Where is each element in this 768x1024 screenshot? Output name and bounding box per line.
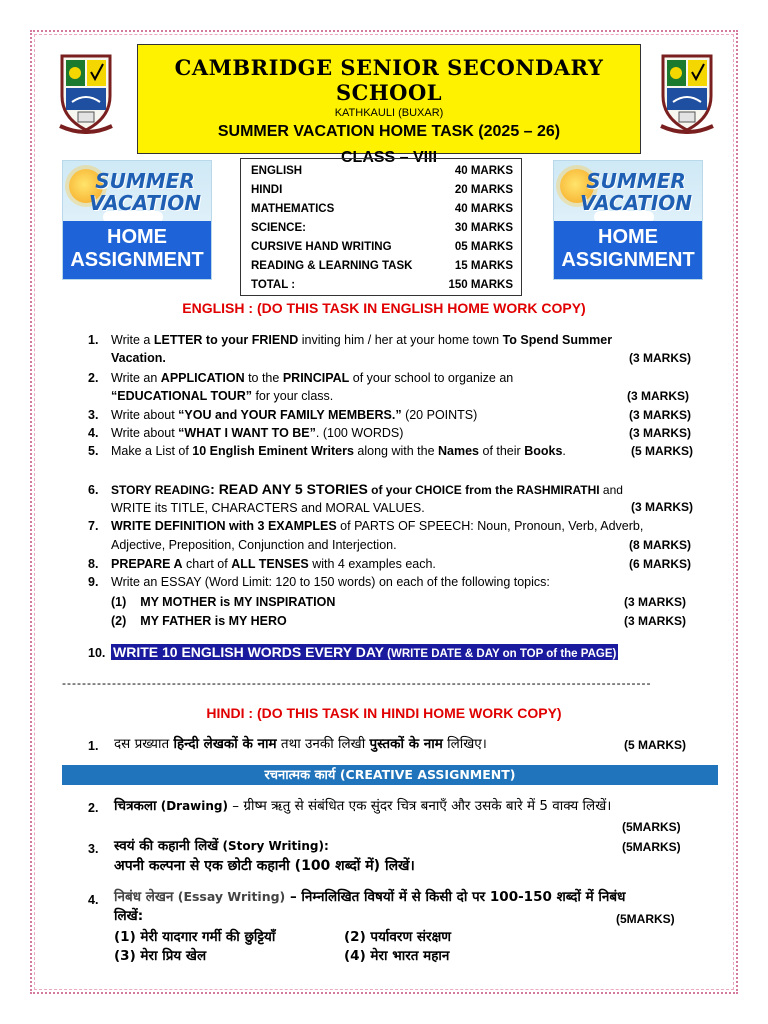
subject: READING & LEARNING TASK <box>251 260 413 272</box>
marks: 20 MARKS <box>454 184 513 196</box>
item-number: 8. <box>88 557 99 571</box>
essay-topic-3: (3) मेरा प्रिय खेल <box>114 948 207 964</box>
hindi-item-4: निबंध लेखन (Essay Writing) – निम्नलिखित विषयों में से किसी दो पर 100-150 शब्दों में निबंध <box>114 889 626 905</box>
marks-row <box>251 241 513 259</box>
banner-line3: HOME <box>107 226 167 248</box>
item-number: 2. <box>88 371 99 385</box>
hindi-section-title: HINDI : (DO THIS TASK IN HINDI HOME WORK COPY) <box>206 705 562 721</box>
task-title: SUMMER VACATION HOME TASK (2025 – 26) <box>217 123 561 140</box>
english-item-3: Write about “YOU and YOUR FAMILY MEMBERS.” (20 POINTS) <box>111 408 478 422</box>
item-marks: (3 MARKS) <box>629 408 691 422</box>
marks-row <box>251 184 513 202</box>
essay-topic-1: (1) मेरी यादगार गर्मी की छुट्टियाँ <box>114 929 276 945</box>
marks: 40 MARKS <box>454 203 513 215</box>
item-marks: (3 MARKS) <box>627 389 689 403</box>
item-number: 7. <box>88 519 99 533</box>
school-crest-left <box>58 52 114 134</box>
hindi-item-3: स्वयं की कहानी लिखें (Story Writing): <box>114 838 329 854</box>
item-marks: (5 MARKS) <box>631 444 693 458</box>
subject: CURSIVE HAND WRITING <box>251 241 392 253</box>
hindi-item-1: दस प्रख्यात हिन्दी लेखकों के नाम तथा उनकी लिखी पुस्तकों के नाम लिखिए। <box>114 736 487 752</box>
item-marks: (3 MARKS) <box>629 426 691 440</box>
item-marks: (8 MARKS) <box>629 538 691 552</box>
item-marks: (3 MARKS) <box>624 595 686 609</box>
school-place: KATHKAULI (BUXAR) <box>334 107 444 119</box>
item-marks: (3 MARKS) <box>629 351 691 365</box>
banner-line1: SUMMER <box>95 169 195 193</box>
english-item-5: Make a List of 10 English Eminent Writers along with the Names of their Books. <box>111 444 566 458</box>
banner-line4: ASSIGNMENT <box>70 249 204 271</box>
hindi-item-3-cont: अपनी कल्पना से एक छोटी कहानी (100 शब्दों में) लिखें। <box>114 858 415 874</box>
banner-line2: VACATION <box>88 191 202 215</box>
item-number: 5. <box>88 444 99 458</box>
marks-table <box>240 158 522 296</box>
marks-row <box>251 203 513 221</box>
banner-line2: VACATION <box>579 191 693 215</box>
creative-assignment-bar: रचनात्मक कार्य (CREATIVE ASSIGNMENT) <box>62 765 718 785</box>
essay-topic-4: (4) मेरा भारत महान <box>344 948 450 964</box>
item-marks: (3 MARKS) <box>624 614 686 628</box>
item-number: 3. <box>88 842 99 856</box>
marks: 30 MARKS <box>454 222 513 234</box>
subject: SCIENCE: <box>251 222 306 234</box>
item-number: 4. <box>88 893 99 907</box>
item-marks: (3 MARKS) <box>631 500 693 514</box>
english-item-7: WRITE DEFINITION with 3 EXAMPLES of PARTS OF SPEECH: Noun, Pronoun, Verb, Adverb, <box>111 519 644 533</box>
subject: ENGLISH <box>251 165 303 177</box>
english-item-9-1: (1) MY MOTHER is MY INSPIRATION <box>111 595 336 609</box>
summer-banner-left <box>62 160 212 280</box>
header-box <box>137 44 641 166</box>
item-marks: (6 MARKS) <box>629 557 691 571</box>
item-number: 4. <box>88 426 99 440</box>
subject: HINDI <box>251 184 283 196</box>
english-item-8: PREPARE A chart of ALL TENSES with 4 examples each. <box>111 557 436 571</box>
english-item-2-cont: “EDUCATIONAL TOUR” for your class. <box>111 389 334 403</box>
item-marks: (5MARKS) <box>616 912 675 926</box>
item-number: 9. <box>88 575 99 589</box>
english-section-title: ENGLISH : (DO THIS TASK IN ENGLISH HOME WORK COPY) <box>182 300 586 316</box>
english-item-4: Write about “WHAT I WANT TO BE”. (100 WORDS) <box>111 426 404 440</box>
marks: 150 MARKS <box>448 279 513 291</box>
item-number: 3. <box>88 408 99 422</box>
banner-line1: SUMMER <box>586 169 686 193</box>
essay-topic-2: (2) पर्यावरण संरक्षण <box>344 929 452 945</box>
hindi-item-4-cont: लिखें: <box>114 908 144 924</box>
item-number: 2. <box>88 801 99 815</box>
item-number: 1. <box>88 333 99 347</box>
marks-row <box>251 165 513 183</box>
banner-line4: ASSIGNMENT <box>561 249 695 271</box>
item-number: 1. <box>88 739 99 753</box>
english-item-2: Write an APPLICATION to the PRINCIPAL of your school to organize an <box>111 371 514 385</box>
class-title: CLASS – VIII <box>340 149 438 166</box>
marks-row <box>251 279 513 297</box>
subject: MATHEMATICS <box>251 203 335 215</box>
marks: 05 MARKS <box>454 241 513 253</box>
item-marks: (5 MARKS) <box>624 738 686 752</box>
english-item-6: STORY READING: READ ANY 5 STORIES of your CHOICE from the RASHMIRATHI and <box>111 481 623 497</box>
english-item-10: WRITE 10 ENGLISH WORDS EVERY DAY (WRITE DATE & DAY on TOP of the PAGE) <box>113 644 617 660</box>
school-crest-right <box>659 52 715 134</box>
section-divider: ---------------------------------------------------------------------------------------------------------------------- <box>62 676 652 690</box>
english-item-9-2: (2) MY FATHER is MY HERO <box>111 614 287 628</box>
english-item-9: Write an ESSAY (Word Limit: 120 to 150 words) on each of the following topics: <box>111 575 550 589</box>
marks: 15 MARKS <box>454 260 513 272</box>
english-item-1-cont: Vacation. <box>111 351 166 365</box>
item-number: 6. <box>88 483 99 497</box>
marks-row <box>251 260 513 278</box>
school-name: CAMBRIDGE SENIOR SECONDARY SCHOOL <box>174 55 604 105</box>
marks-row <box>251 222 513 240</box>
english-item-7-cont: Adjective, Preposition, Conjunction and Interjection. <box>111 538 397 552</box>
item-number: 10. <box>88 646 106 660</box>
english-item-6-cont: WRITE its TITLE, CHARACTERS and MORAL VALUES. <box>111 501 425 515</box>
banner-line3: HOME <box>598 226 658 248</box>
english-item-1: Write a LETTER to your FRIEND inviting him / her at your home town To Spend Summer <box>111 333 613 347</box>
item-marks: (5MARKS) <box>622 840 681 854</box>
subject: TOTAL : <box>251 279 296 291</box>
hindi-item-2: चित्रकला (Drawing) – ग्रीष्म ऋतु से संबंधित एक सुंदर चित्र बनाएँ और उसके बारे में 5 वाक्य लिखें। <box>114 798 612 814</box>
marks: 40 MARKS <box>454 165 513 177</box>
item-marks: (5MARKS) <box>622 820 681 834</box>
summer-banner-right <box>553 160 703 280</box>
